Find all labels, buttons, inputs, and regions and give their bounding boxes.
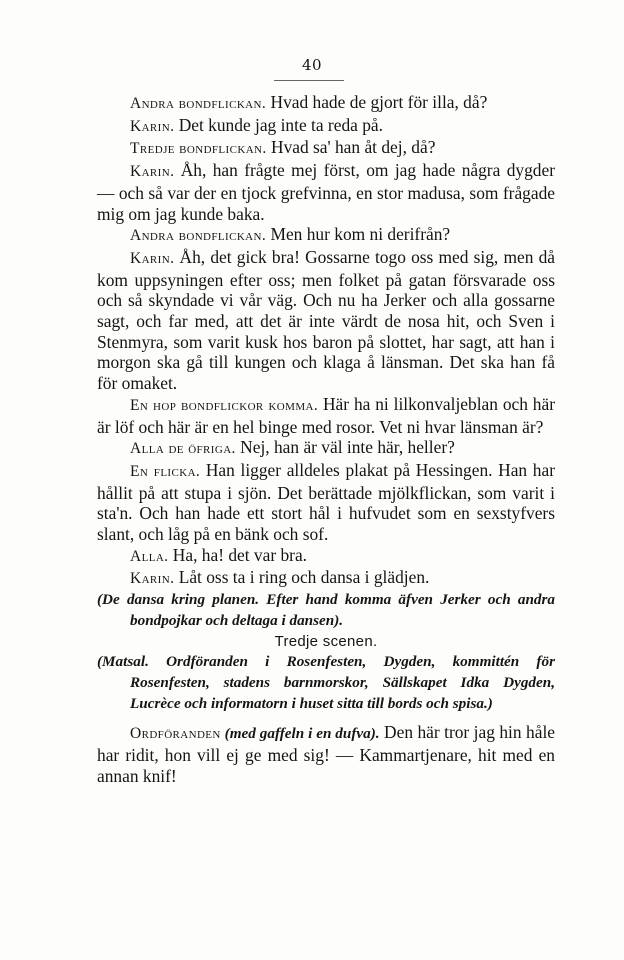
page-text <box>97 92 555 787</box>
speaker-name: En flicka. <box>130 462 201 480</box>
line-text: Åh, det gick bra! Gossarne togo oss med sig, men då kom uppsyningen efter oss; men folket på gatan försvarade oss och så skyndade vi vår väg. Och nu ha Jerker och alla gossarne sagt, och far med, att det är inte värdt de nosa hit, och Sven i Stenmyra, som varit kusk hos baron på slottet, har sagt, att han i morgon ska gå till kungen och klaga å länsman. Det ska han få för omaket. <box>97 246 555 394</box>
speaker-name: Tredje bondflickan. <box>130 140 267 158</box>
line-text: Hvad hade de gjort för illa, då? <box>266 92 488 112</box>
inline-stage-direction: (med gaffeln i en dufva). <box>220 725 380 743</box>
stage-direction: (De dansa kring planen. Efter hand komma äfven Jerker och andra bondpojkar och deltaga i dansen). <box>97 591 555 629</box>
dialogue-line <box>97 160 555 224</box>
spacer <box>97 714 555 722</box>
speaker-name: Karin. <box>130 249 175 267</box>
speaker-name: Ordföranden <box>130 725 221 743</box>
line-text: Nej, han är väl inte här, heller? <box>235 437 455 458</box>
line-text: Åh, han frågte mej först, om jag hade några dygder — och så var der en tjock grefvinna, en stor madusa, som frågade mig om jag kunde baka. <box>97 160 555 224</box>
speaker-name: Andra bondflickan. <box>130 95 267 112</box>
dialogue-line <box>97 224 555 247</box>
dialogue-line <box>97 92 555 115</box>
dialogue-line <box>97 545 555 568</box>
dialogue-line <box>97 567 555 590</box>
speaker-name: Andra bondflickan. <box>130 227 267 245</box>
speaker-name: En hop bondflickor komma. <box>130 396 319 414</box>
line-text: Han ligger alldeles plakat på Hessingen. Han har hållit på att stupa i sjön. Det berättade mjölkflickan, som varit i sta'n. Och han hade ett stort hål i hufvudet som en sexstyfvers slant, och låg på en bänk och sof. <box>97 459 555 545</box>
speaker-name: Karin. <box>130 117 175 135</box>
dialogue-line <box>97 460 555 545</box>
line-text: Hvad sa' han åt dej, då? <box>266 137 436 158</box>
line-text: Men hur kom ni derifrån? <box>266 224 451 245</box>
speaker-name: Alla. <box>130 547 169 565</box>
dialogue-line <box>97 247 555 394</box>
dialogue-line <box>97 137 555 160</box>
speaker-name: Karin. <box>130 570 175 588</box>
dialogue-line <box>97 437 555 460</box>
line-text: Det kunde jag inte ta reda på. <box>174 114 383 135</box>
dialogue-line <box>97 722 555 786</box>
speaker-name: Karin. <box>130 163 175 181</box>
page-number: 40 <box>301 56 323 74</box>
scene-title: Tredje scenen. <box>274 632 378 650</box>
stage-direction: (Matsal. Ordföranden i Rosenfesten, Dygden, kommittén för Rosenfesten, stadens barnmorskor, Sällskapet Idka Dygden, Lucrèce och informatorn i huset sitta till bords och spisa.) <box>97 653 555 712</box>
line-text: Här ha ni lilkonvaljeblan och här är löf och här är en hel binge med rosor. Vet ni hvar länsman är? <box>97 393 555 437</box>
line-text: Den här tror jag hin håle har ridit, hon vill ej ge med sig! — Kammartjenare, hit med en annan knif! <box>97 722 555 786</box>
line-text: Ha, ha! det var bra. <box>168 544 308 565</box>
dialogue-line <box>97 394 555 437</box>
line-text: Låt oss ta i ring och dansa i glädjen. <box>174 567 430 588</box>
speaker-name: Alla de öfriga. <box>130 440 236 458</box>
dialogue-line <box>97 115 555 138</box>
header-rule <box>274 80 344 81</box>
